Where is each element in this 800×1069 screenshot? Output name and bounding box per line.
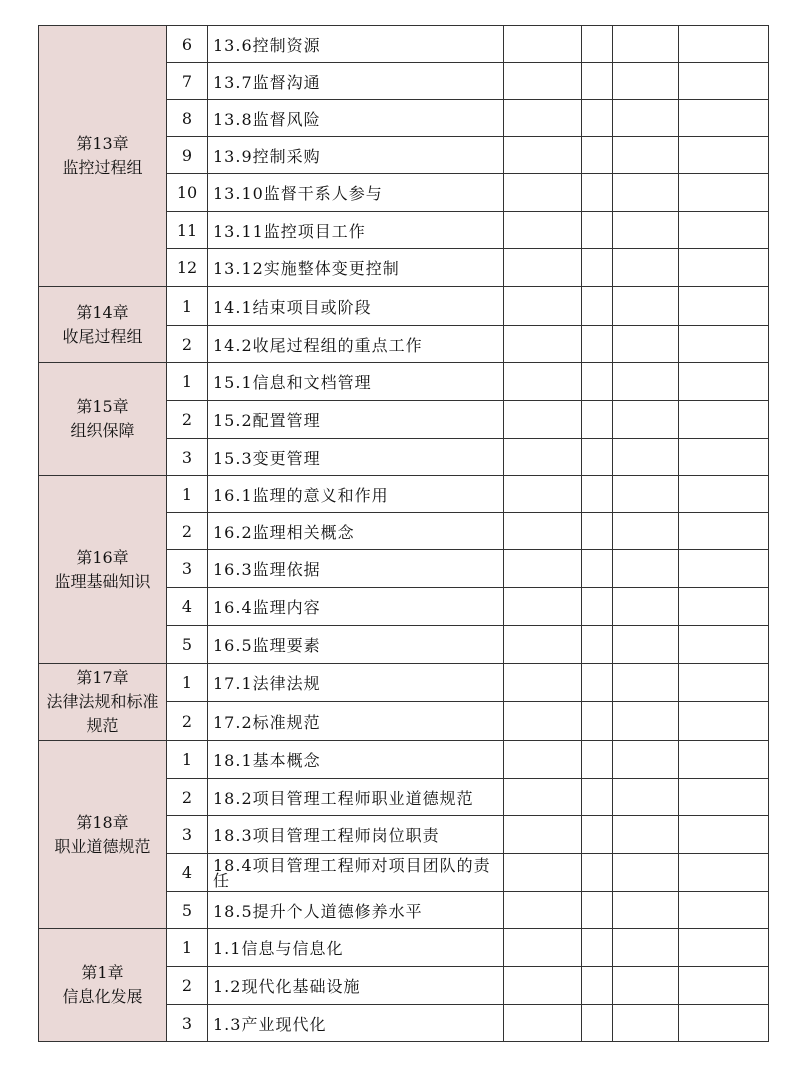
check-cell[interactable] — [613, 702, 679, 741]
check-cell[interactable] — [613, 287, 679, 326]
check-cell[interactable] — [613, 63, 679, 100]
item-title: 18.1基本概念 — [208, 741, 504, 779]
check-cell[interactable] — [582, 249, 613, 287]
check-cell[interactable] — [613, 741, 679, 779]
item-title: 13.7监督沟通 — [208, 63, 504, 100]
check-cell[interactable] — [679, 854, 769, 892]
check-cell[interactable] — [582, 854, 613, 892]
check-cell[interactable] — [504, 967, 582, 1005]
check-cell[interactable] — [504, 1005, 582, 1042]
chapter-name: 法律法规和标准规范 — [46, 692, 159, 735]
check-cell[interactable] — [582, 741, 613, 779]
check-cell[interactable] — [582, 287, 613, 326]
item-title: 1.1信息与信息化 — [208, 929, 504, 967]
item-number: 8 — [167, 100, 208, 137]
check-cell[interactable] — [613, 174, 679, 212]
check-cell[interactable] — [613, 439, 679, 476]
check-cell[interactable] — [582, 439, 613, 476]
check-cell[interactable] — [679, 287, 769, 326]
check-cell[interactable] — [679, 588, 769, 626]
check-cell[interactable] — [613, 854, 679, 892]
check-cell[interactable] — [679, 626, 769, 664]
check-cell[interactable] — [679, 816, 769, 854]
chapter-number: 第14章 — [76, 302, 129, 322]
check-cell[interactable] — [582, 513, 613, 550]
check-cell[interactable] — [679, 929, 769, 967]
check-cell[interactable] — [504, 664, 582, 702]
check-cell[interactable] — [582, 401, 613, 439]
chapter-cell — [39, 287, 167, 363]
item-number: 12 — [167, 249, 208, 287]
item-title: 17.2标准规范 — [208, 702, 504, 741]
check-cell[interactable] — [582, 363, 613, 401]
check-cell[interactable] — [613, 249, 679, 287]
chapter-name: 组织保障 — [70, 421, 135, 440]
check-cell[interactable] — [582, 779, 613, 816]
check-cell[interactable] — [613, 137, 679, 174]
table-row — [39, 363, 769, 401]
check-cell[interactable] — [504, 63, 582, 100]
check-cell[interactable] — [504, 476, 582, 513]
check-cell[interactable] — [582, 326, 613, 363]
check-cell[interactable] — [679, 1005, 769, 1042]
check-cell[interactable] — [504, 100, 582, 137]
check-cell[interactable] — [679, 401, 769, 439]
chapter-cell — [39, 476, 167, 664]
item-number: 1 — [167, 929, 208, 967]
check-cell[interactable] — [679, 779, 769, 816]
chapter-number: 第1章 — [81, 963, 124, 982]
check-cell[interactable] — [582, 137, 613, 174]
item-title: 15.2配置管理 — [208, 401, 504, 439]
item-title: 16.4监理内容 — [208, 588, 504, 626]
check-cell[interactable] — [613, 550, 679, 588]
check-cell[interactable] — [613, 967, 679, 1005]
check-cell[interactable] — [504, 137, 582, 174]
item-number: 7 — [167, 63, 208, 100]
check-cell[interactable] — [582, 550, 613, 588]
item-title: 13.12实施整体变更控制 — [208, 249, 504, 287]
check-cell[interactable] — [504, 626, 582, 664]
check-cell[interactable] — [613, 779, 679, 816]
check-cell[interactable] — [504, 401, 582, 439]
chapter-number: 第16章 — [76, 547, 129, 567]
check-cell[interactable] — [679, 439, 769, 476]
check-cell[interactable] — [679, 249, 769, 287]
item-title: 16.5监理要素 — [208, 626, 504, 664]
check-cell[interactable] — [582, 476, 613, 513]
check-cell[interactable] — [679, 326, 769, 363]
item-number: 10 — [167, 174, 208, 212]
chapter-name: 信息化发展 — [62, 987, 143, 1006]
chapter-cell — [39, 363, 167, 476]
item-title: 13.10监督干系人参与 — [208, 174, 504, 212]
item-title: 16.3监理依据 — [208, 550, 504, 588]
check-cell[interactable] — [613, 664, 679, 702]
table-row — [39, 287, 769, 326]
table-row — [39, 664, 769, 702]
item-title: 13.9控制采购 — [208, 137, 504, 174]
item-title: 14.2收尾过程组的重点工作 — [208, 326, 504, 363]
item-title: 18.5提升个人道德修养水平 — [208, 892, 504, 929]
chapter-cell — [39, 929, 167, 1042]
item-number: 2 — [167, 326, 208, 363]
item-title: 16.2监理相关概念 — [208, 513, 504, 550]
table-row — [39, 741, 769, 779]
item-number: 5 — [167, 626, 208, 664]
check-cell[interactable] — [504, 741, 582, 779]
check-cell[interactable] — [582, 588, 613, 626]
check-cell[interactable] — [582, 626, 613, 664]
check-cell[interactable] — [613, 26, 679, 63]
check-cell[interactable] — [679, 550, 769, 588]
item-title: 15.3变更管理 — [208, 439, 504, 476]
check-cell[interactable] — [613, 513, 679, 550]
check-cell[interactable] — [613, 363, 679, 401]
check-cell[interactable] — [504, 892, 582, 929]
check-cell[interactable] — [679, 26, 769, 63]
item-number: 3 — [167, 550, 208, 588]
item-title: 1.2现代化基础设施 — [208, 967, 504, 1005]
item-number: 9 — [167, 137, 208, 174]
chapter-name: 监理基础知识 — [54, 571, 151, 591]
item-number: 2 — [167, 967, 208, 1005]
check-cell[interactable] — [504, 929, 582, 967]
item-number: 2 — [167, 702, 208, 741]
check-cell[interactable] — [504, 513, 582, 550]
item-title: 1.3产业现代化 — [208, 1005, 504, 1042]
item-number: 1 — [167, 363, 208, 401]
item-title: 15.1信息和文档管理 — [208, 363, 504, 401]
check-cell[interactable] — [582, 63, 613, 100]
check-cell[interactable] — [582, 929, 613, 967]
item-title: 17.1法律法规 — [208, 664, 504, 702]
check-cell[interactable] — [679, 137, 769, 174]
check-cell[interactable] — [613, 1005, 679, 1042]
check-cell[interactable] — [504, 326, 582, 363]
item-title: 18.2项目管理工程师职业道德规范 — [208, 779, 504, 816]
chapter-name: 收尾过程组 — [62, 326, 143, 346]
item-title: 14.1结束项目或阶段 — [208, 287, 504, 326]
item-number: 2 — [167, 401, 208, 439]
check-cell[interactable] — [504, 439, 582, 476]
check-cell[interactable] — [504, 550, 582, 588]
item-number: 6 — [167, 26, 208, 63]
item-number: 1 — [167, 287, 208, 326]
check-cell[interactable] — [613, 816, 679, 854]
check-cell[interactable] — [679, 476, 769, 513]
check-cell[interactable] — [613, 476, 679, 513]
check-cell[interactable] — [582, 174, 613, 212]
table-row — [39, 26, 769, 63]
chapter-cell — [39, 741, 167, 929]
check-cell[interactable] — [679, 363, 769, 401]
item-number: 3 — [167, 439, 208, 476]
study-checklist-table — [38, 25, 769, 1042]
check-cell[interactable] — [679, 513, 769, 550]
check-cell[interactable] — [504, 363, 582, 401]
check-cell[interactable] — [582, 702, 613, 741]
chapter-cell — [39, 664, 167, 741]
check-cell[interactable] — [582, 816, 613, 854]
item-number: 4 — [167, 854, 208, 892]
item-title: 16.1监理的意义和作用 — [208, 476, 504, 513]
check-cell[interactable] — [504, 174, 582, 212]
chapter-cell — [39, 26, 167, 287]
check-cell[interactable] — [613, 588, 679, 626]
item-number: 5 — [167, 892, 208, 929]
check-cell[interactable] — [582, 664, 613, 702]
item-number: 1 — [167, 741, 208, 779]
item-number: 3 — [167, 1005, 208, 1042]
check-cell[interactable] — [504, 287, 582, 326]
table-row — [39, 929, 769, 967]
check-cell[interactable] — [679, 741, 769, 779]
check-cell[interactable] — [679, 702, 769, 741]
check-cell[interactable] — [679, 100, 769, 137]
check-cell[interactable] — [613, 212, 679, 249]
chapter-number: 第18章 — [76, 812, 129, 832]
check-cell[interactable] — [613, 100, 679, 137]
check-cell[interactable] — [582, 892, 613, 929]
check-cell[interactable] — [679, 664, 769, 702]
check-cell[interactable] — [613, 929, 679, 967]
check-cell[interactable] — [582, 100, 613, 137]
chapter-number: 第17章 — [76, 668, 129, 687]
table-row — [39, 476, 769, 513]
check-cell[interactable] — [613, 626, 679, 664]
item-number: 1 — [167, 664, 208, 702]
check-cell[interactable] — [504, 588, 582, 626]
check-cell[interactable] — [582, 1005, 613, 1042]
chapter-name: 职业道德规范 — [54, 836, 151, 856]
check-cell[interactable] — [504, 26, 582, 63]
check-cell[interactable] — [679, 63, 769, 100]
item-number: 11 — [167, 212, 208, 249]
check-cell[interactable] — [582, 967, 613, 1005]
item-title: 18.4项目管理工程师对项目团队的责任 — [208, 854, 504, 892]
check-cell[interactable] — [613, 892, 679, 929]
check-cell[interactable] — [504, 249, 582, 287]
check-cell[interactable] — [504, 212, 582, 249]
check-cell[interactable] — [679, 967, 769, 1005]
check-cell[interactable] — [679, 174, 769, 212]
item-number: 2 — [167, 513, 208, 550]
chapter-number: 第13章 — [76, 134, 129, 153]
check-cell[interactable] — [613, 326, 679, 363]
chapter-name: 监控过程组 — [62, 158, 143, 177]
item-title: 13.11监控项目工作 — [208, 212, 504, 249]
item-number: 1 — [167, 476, 208, 513]
chapter-number: 第15章 — [76, 397, 129, 416]
item-number: 2 — [167, 779, 208, 816]
item-title: 13.8监督风险 — [208, 100, 504, 137]
item-title: 18.3项目管理工程师岗位职责 — [208, 816, 504, 854]
check-cell[interactable] — [582, 212, 613, 249]
item-number: 4 — [167, 588, 208, 626]
check-cell[interactable] — [613, 401, 679, 439]
check-cell[interactable] — [504, 779, 582, 816]
item-number: 3 — [167, 816, 208, 854]
check-cell[interactable] — [504, 702, 582, 741]
check-cell[interactable] — [582, 26, 613, 63]
check-cell[interactable] — [504, 854, 582, 892]
check-cell[interactable] — [679, 892, 769, 929]
item-title: 13.6控制资源 — [208, 26, 504, 63]
check-cell[interactable] — [504, 816, 582, 854]
check-cell[interactable] — [679, 212, 769, 249]
